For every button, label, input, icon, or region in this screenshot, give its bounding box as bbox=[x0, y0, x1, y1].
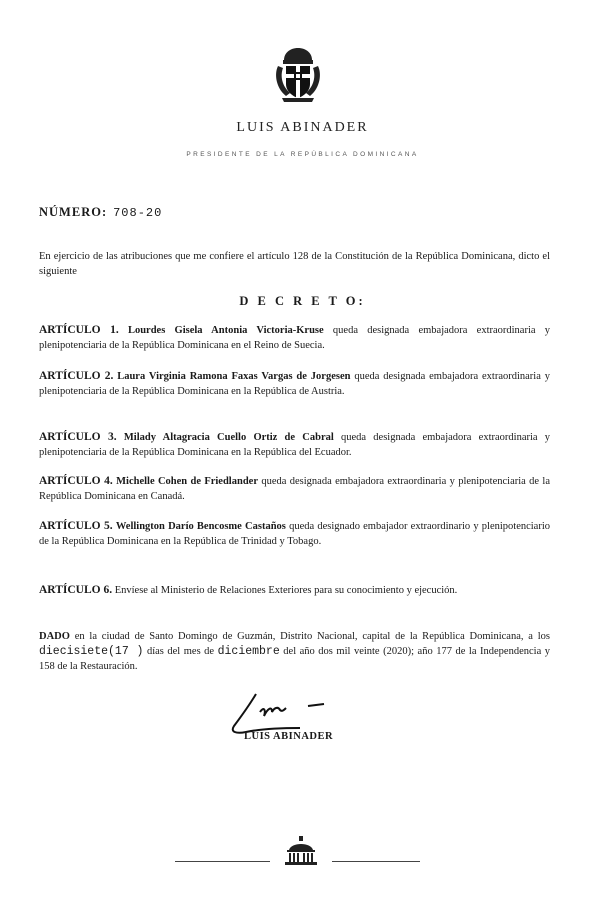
signature-name: LUIS ABINADER bbox=[244, 731, 334, 742]
article-label: ARTÍCULO 1. bbox=[39, 324, 119, 336]
article-5 bbox=[39, 519, 550, 549]
decree-number bbox=[39, 205, 162, 220]
footer-rule-right bbox=[332, 861, 420, 862]
decreto-heading: D E C R E T O: bbox=[239, 294, 366, 308]
decree-number-label: NÚMERO: bbox=[39, 205, 108, 219]
article-person: Lourdes Gisela Antonia Victoria-Kruse bbox=[127, 325, 324, 336]
dado-paragraph bbox=[39, 629, 550, 674]
article-text: queda designada embajadora extraordinaria y plenipotenciaria de la República Dominicana en la República del Ecuador. bbox=[39, 432, 551, 458]
dado-day: diecisiete(17 ) bbox=[39, 645, 144, 658]
article-2 bbox=[39, 369, 550, 399]
article-person: Laura Virginia Ramona Faxas Vargas de Jorgesen bbox=[117, 371, 351, 382]
article-3 bbox=[39, 430, 550, 460]
president-title: PRESIDENTE DE LA REPÚBLICA DOMINICANA bbox=[186, 151, 419, 158]
coat-of-arms-seal bbox=[268, 44, 328, 104]
palace-emblem-icon bbox=[283, 836, 319, 866]
dado-text-2: días del mes de bbox=[146, 646, 215, 657]
article-person: Michelle Cohen de Friedlander bbox=[116, 476, 258, 487]
article-text: queda designada embajadora extraordinaria y plenipotenciaria de la República Dominicana en Canadá. bbox=[39, 476, 550, 502]
article-1 bbox=[39, 323, 550, 353]
article-label: ARTÍCULO 4. bbox=[39, 475, 113, 487]
article-text: Envíese al Ministerio de Relaciones Exteriores para su conocimiento y ejecución. bbox=[114, 585, 458, 596]
article-person: Milady Altagracia Cuello Ortiz de Cabral bbox=[123, 432, 334, 443]
article-text: queda designado embajador extraordinario y plenipotenciario de la República Dominicana en la República de Trinidad y Tobago. bbox=[39, 521, 551, 547]
dado-month: diciembre bbox=[217, 645, 280, 658]
article-text: queda designada embajadora extraordinaria y plenipotenciaria de la República Dominicana en el Reino de Suecia. bbox=[39, 325, 551, 351]
president-name: LUIS ABINADER bbox=[236, 120, 369, 135]
dado-text-3: del año dos mil veinte (2020); año 177 de la Independencia y 158 de la Restauración. bbox=[39, 646, 551, 672]
intro-paragraph: En ejercicio de las atribuciones que me confiere el artículo 128 de la Constitución de la República Dominicana, dicto el siguiente bbox=[39, 251, 550, 277]
article-4 bbox=[39, 474, 550, 504]
article-label: ARTÍCULO 3. bbox=[39, 431, 117, 443]
article-label: ARTÍCULO 6. bbox=[39, 584, 113, 596]
article-label: ARTÍCULO 2. bbox=[39, 370, 114, 382]
decree-number-value: 708-20 bbox=[113, 206, 163, 220]
dado-text-1: en la ciudad de Santo Domingo de Guzmán, Distrito Nacional, capital de la República Dominicana, a los bbox=[74, 631, 550, 642]
footer-rule-left bbox=[175, 861, 270, 862]
dado-label: DADO bbox=[39, 631, 70, 642]
article-text: queda designada embajadora extraordinaria y plenipotenciaria de la República Dominicana en la República de Austria. bbox=[39, 371, 551, 397]
article-label: ARTÍCULO 5. bbox=[39, 520, 113, 532]
article-person: Wellington Darío Bencosme Castaños bbox=[115, 521, 286, 532]
article-6 bbox=[39, 583, 550, 598]
